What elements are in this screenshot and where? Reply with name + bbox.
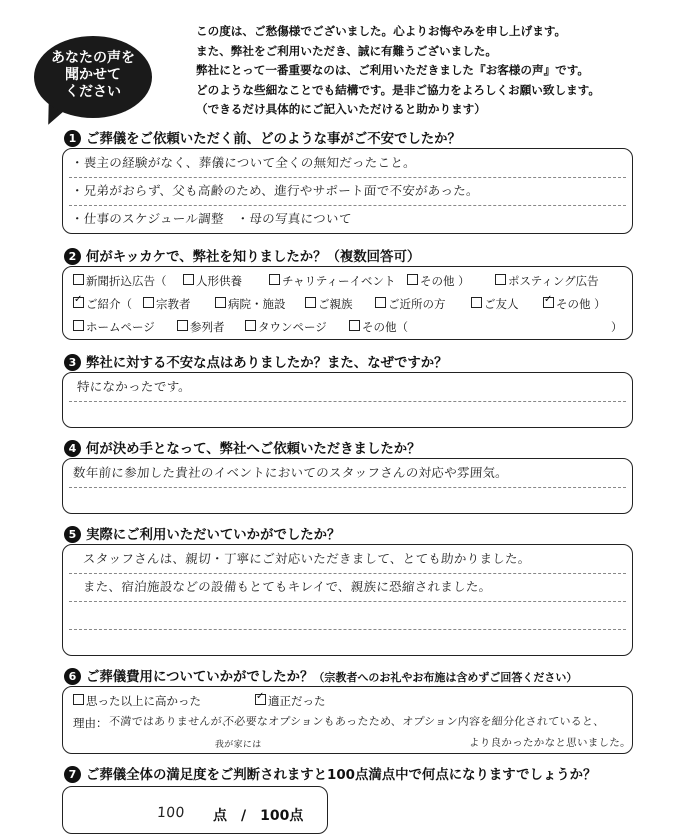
option-homepage[interactable]: ホームページ — [73, 319, 155, 335]
question-text: 実際にご利用いただいていかがでしたか？ — [86, 528, 341, 543]
checkbox-icon[interactable] — [73, 320, 84, 331]
question-text: 弊社に対する不安な点はありましたか？また、なぜですか？ — [86, 356, 448, 371]
question-7 — [64, 764, 596, 783]
handwritten-answer: ・喪主の経験がなく、葬儀について全くの無知だったこと。 — [70, 155, 417, 170]
question-number: 2 — [64, 248, 81, 265]
checkbox-icon[interactable] — [471, 297, 482, 308]
option-charity-event[interactable]: チャリティーイベント — [269, 273, 396, 289]
handwritten-answer: 数年前に参加した貴社のイベントにおいてのスタッフさんの対応や雰囲気。 — [72, 465, 509, 480]
option-religious[interactable]: 宗教者 — [143, 296, 191, 312]
close-paren: ） — [611, 320, 623, 334]
handwritten-answer: また、宿泊施設などの設備もとてもキレイで、親族に恐縮されました。 — [82, 579, 493, 594]
question-6 — [64, 666, 577, 685]
option-too-expensive[interactable]: 思った以上に高かった — [73, 693, 201, 709]
handwritten-score: 100 — [156, 805, 186, 821]
question-number: 4 — [64, 440, 81, 457]
question-text: 何がキッカケで、弊社を知りましたか？（複数回答可） — [86, 250, 421, 265]
option-friends[interactable]: ご友人 — [471, 296, 519, 312]
question-number: 5 — [64, 526, 81, 543]
intro-line: また、弊社をご利用いただき、誠に有難うございました。 — [196, 43, 497, 58]
checkbox-icon[interactable] — [73, 274, 84, 285]
option-attendee[interactable]: 参列者 — [177, 319, 225, 335]
question-4 — [64, 438, 421, 457]
question-5 — [64, 524, 340, 543]
intro-line: （できるだけ具体的にご記入いただけると助かります） — [196, 102, 486, 116]
option-other-ad[interactable]: その他 ） — [407, 273, 470, 289]
handwritten-answer: 特になかったです。 — [76, 379, 192, 394]
question-3 — [64, 352, 448, 371]
checkbox-icon[interactable] — [143, 297, 154, 308]
checkbox-icon[interactable] — [407, 274, 418, 285]
question-1 — [64, 128, 461, 147]
option-appropriate[interactable]: ✓ 適正だった — [255, 693, 326, 709]
answer-box-5[interactable] — [62, 544, 633, 656]
question-number: 1 — [64, 130, 81, 147]
answer-box-4[interactable] — [62, 458, 633, 514]
handwritten-answer: ・兄弟がおらず、父も高齢のため、進行やサポート面で不安があった。 — [70, 183, 480, 198]
speech-bubble — [34, 36, 152, 118]
checkbox-icon[interactable] — [375, 297, 386, 308]
option-townpage[interactable]: タウンページ — [245, 319, 327, 335]
checkbox-checked-icon[interactable] — [73, 297, 84, 308]
answer-box-3[interactable] — [62, 372, 633, 428]
question-text: ご葬儀費用についていかがでしたか？ — [86, 670, 314, 685]
question-note: （宗教者へのお礼やお布施は含めずご回答ください） — [313, 671, 578, 684]
checkbox-icon[interactable] — [349, 320, 360, 331]
option-doll-memorial[interactable]: 人形供養 — [183, 273, 242, 289]
checkbox-icon[interactable] — [215, 297, 226, 308]
intro-text — [196, 22, 676, 120]
bubble-text: あなたの声を 聞かせて ください — [51, 50, 135, 100]
question-text: 何が決め手となって、弊社へご依頼いただきましたか？ — [86, 442, 421, 457]
handwritten-reason-4: より良かったかなと思いました。 — [468, 737, 632, 749]
handwritten-reason-2: 不必要なオプションもあったため、オプション内容を細分化されていると、 — [222, 715, 606, 728]
question-text: ご葬儀全体の満足度をご判断されますと100点満点中で何点になりますでしょうか？ — [86, 768, 597, 783]
score-suffix: 点 / 100点 — [213, 808, 304, 824]
checkbox-icon[interactable] — [495, 274, 506, 285]
checkbox-icon[interactable] — [177, 320, 188, 331]
handwritten-reason-3: 我が家には — [214, 740, 262, 750]
checkbox-icon[interactable] — [183, 274, 194, 285]
question-2 — [64, 246, 420, 265]
handwritten-reason-1: 不満ではありませんが、 — [108, 715, 234, 728]
option-relatives[interactable]: ご親族 — [305, 296, 353, 312]
intro-line: どのような些細なことでも結構です。是非ご協力をよろしくお願い致します。 — [196, 82, 600, 97]
checkbox-icon[interactable] — [73, 694, 84, 705]
option-newspaper[interactable]: 新聞折込広告（ — [73, 273, 167, 289]
answer-box-6 — [62, 686, 633, 754]
question-number: 7 — [64, 766, 81, 783]
reason-label: 理由： — [73, 716, 108, 730]
intro-line: 弊社にとって一番重要なのは、ご利用いただきました『お客様の声』です。 — [196, 63, 590, 77]
intro-line: この度は、ご愁傷様でございました。心よりお悔やみを申し上げます。 — [196, 24, 567, 38]
question-number: 6 — [64, 668, 81, 685]
answer-box-1[interactable] — [62, 148, 633, 234]
checkbox-icon[interactable] — [245, 320, 256, 331]
question-number: 3 — [64, 354, 81, 371]
checkbox-icon[interactable] — [269, 274, 280, 285]
option-other[interactable]: その他（ — [349, 319, 408, 335]
handwritten-answer: ・仕事のスケジュール調整 ・母の写真について — [70, 211, 353, 226]
checkbox-icon[interactable] — [305, 297, 316, 308]
handwritten-answer: スタッフさんは、親切・丁寧にご対応いただきまして、とても助かりました。 — [82, 551, 532, 566]
score-box[interactable] — [62, 786, 328, 834]
option-referral[interactable]: ✓ご紹介（ — [73, 296, 132, 312]
checkbox-box-2 — [62, 266, 633, 340]
option-hospital[interactable]: 病院・施設 — [215, 296, 286, 312]
option-referral-other[interactable]: ✓ その他 ） — [543, 296, 606, 312]
checkbox-checked-icon[interactable] — [543, 297, 554, 308]
checkbox-checked-icon[interactable] — [255, 694, 266, 705]
option-neighbors[interactable]: ご近所の方 — [375, 296, 446, 312]
option-posting-ad[interactable]: ポスティング広告 — [495, 273, 599, 289]
question-text: ご葬儀をご依頼いただく前、どのような事がご不安でしたか？ — [86, 132, 461, 147]
